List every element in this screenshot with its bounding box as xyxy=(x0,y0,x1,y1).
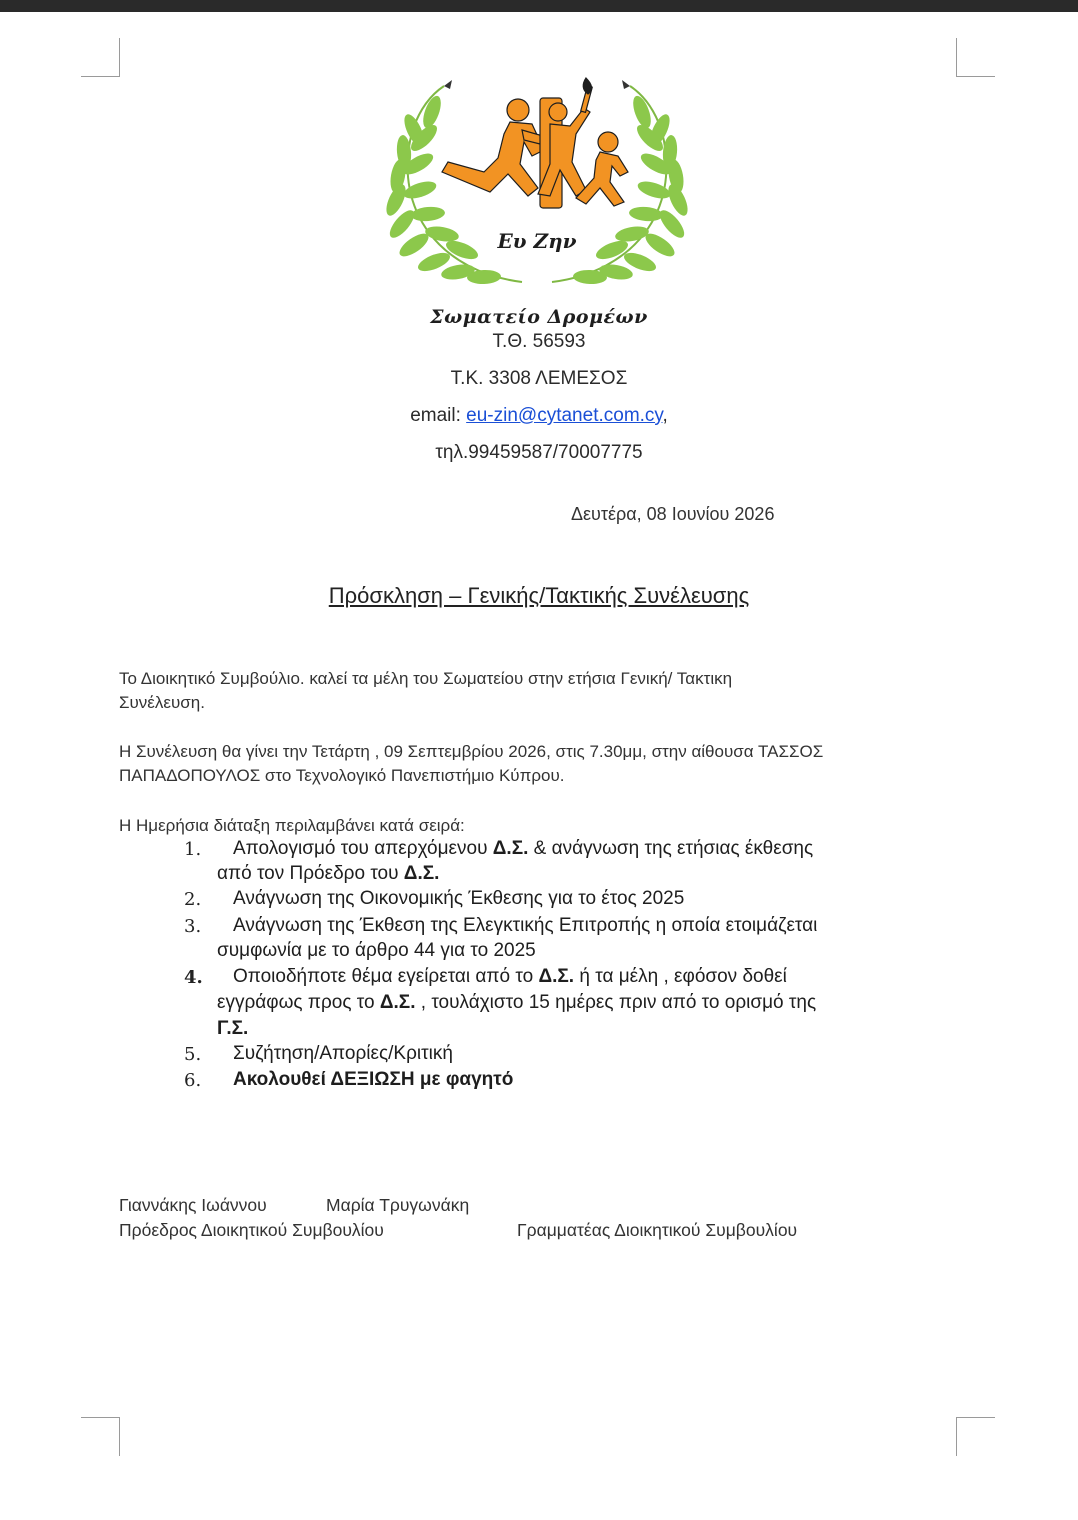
laurel-wreath-left xyxy=(382,80,522,285)
agenda-number: 5. xyxy=(184,1044,202,1065)
agenda-line: Απολογισμό του απερχόμενου Δ.Σ. & ανάγνωση της ετήσιας έκθεσης xyxy=(233,838,814,859)
paragraph-line: ΠΑΠΑΔΟΠΟΥΛΟΣ στο Τεχνολογικό Πανεπιστήμιο Κύπρου. xyxy=(119,766,565,785)
agenda-line: Συζήτηση/Απορίες/Κριτική xyxy=(233,1043,453,1064)
agenda-line: συμφωνία με το άρθρο 44 για το 2025 xyxy=(217,940,536,961)
po-box: Τ.Θ. 56593 xyxy=(492,331,586,352)
paragraph-meeting-details xyxy=(119,740,949,788)
agenda-number: 1. xyxy=(184,839,202,860)
agenda-number: 4. xyxy=(184,967,203,988)
agenda-intro: Η Ημερήσια διάταξη περιλαμβάνει κατά σειρά: xyxy=(119,816,465,835)
president-name: Γιαννάκης Ιωάννου xyxy=(119,1195,267,1215)
organization-name: Σωματείο Δρομέων xyxy=(430,306,648,328)
phone-line: τηλ.99459587/70007775 xyxy=(435,442,643,463)
crop-mark-bottom-right xyxy=(956,1417,995,1456)
logo-text: Ευ Ζην xyxy=(497,229,577,253)
club-logo xyxy=(372,72,702,300)
postal-address: Τ.Κ. 3308 ΛΕΜΕΣΟΣ xyxy=(450,368,628,389)
email-link[interactable]: eu-zin@cytanet.com.cy xyxy=(466,405,663,426)
paragraph-line: Το Διοικητικό Συμβούλιο. καλεί τα μέλη του Σωματείου στην ετήσια Γενική/ Τακτικη xyxy=(119,669,733,688)
email-line xyxy=(0,405,1078,427)
document-title: Πρόσκληση – Γενικής/Τακτικής Συνέλευσης xyxy=(328,583,750,608)
agenda-line: εγγράφως προς το Δ.Σ. , τουλάχιστο 15 ημέρες πριν από το ορισμό της xyxy=(217,992,817,1013)
agenda-number: 2. xyxy=(184,889,202,910)
email-suffix: , xyxy=(662,405,668,426)
agenda-number: 3. xyxy=(184,916,202,937)
agenda-line: Γ.Σ. xyxy=(217,1018,249,1039)
secretary-name: Μαρία Τρυγωνάκη xyxy=(326,1195,470,1215)
crop-mark-top-left xyxy=(81,38,120,77)
crop-mark-bottom-left xyxy=(81,1417,120,1456)
secretary-title: Γραμματέας Διοικητικού Συμβουλίου xyxy=(517,1220,798,1240)
agenda-line: Οποιοδήποτε θέμα εγείρεται από το Δ.Σ. ή τα μέλη , εφόσον δοθεί xyxy=(233,966,787,987)
agenda-line: από τον Πρόεδρο του Δ.Σ. xyxy=(217,863,440,884)
document-date: Δευτέρα, 08 Ιουνίου 2026 xyxy=(571,504,775,524)
paragraph-invitation xyxy=(119,667,949,715)
agenda-line: Ανάγνωση της Έκθεση της Ελεγκτικής Επιτροπής η οποία ετοιμάζεται xyxy=(233,915,818,936)
top-status-bar xyxy=(0,0,1078,12)
agenda-line: Ανάγνωση της Οικονομικής Έκθεσης για το έτος 2025 xyxy=(233,888,685,909)
president-title: Πρόεδρος Διοικητικού Συμβουλίου xyxy=(119,1220,384,1240)
runners-icon xyxy=(442,78,628,208)
paragraph-line: Η Συνέλευση θα γίνει την Τετάρτη , 09 Σεπτεμβρίου 2026, στις 7.30μμ, στην αίθουσα ΤΑΣΣΟΣ xyxy=(119,742,824,761)
paragraph-line: Συνέλευση. xyxy=(119,693,205,712)
email-label: email: xyxy=(410,405,461,426)
agenda-number: 6. xyxy=(184,1070,202,1091)
crop-mark-top-right xyxy=(956,38,995,77)
agenda-line: Ακολουθεί ΔΕΞΙΩΣΗ με φαγητό xyxy=(233,1069,514,1090)
